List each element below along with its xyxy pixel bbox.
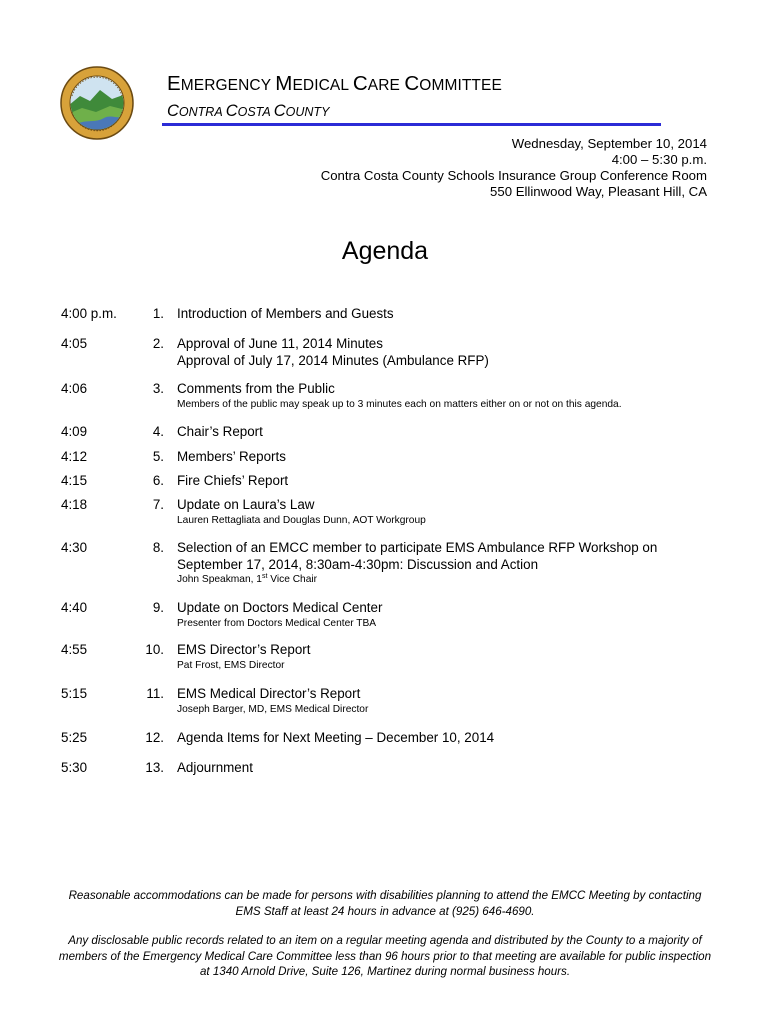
agenda-item-text: [177, 449, 286, 466]
agenda-time: 4:55: [61, 642, 88, 657]
agenda-item-text: [177, 336, 489, 369]
agenda-item-text: [177, 730, 494, 747]
title-letter: C: [404, 72, 420, 95]
agenda-item-text: [177, 424, 263, 441]
agenda-time: 4:05: [61, 336, 88, 351]
title-smallcaps: OMMITTEE: [419, 77, 502, 94]
agenda-item-note: [177, 617, 382, 631]
note-text: Pat Frost, EMS Director: [177, 659, 285, 671]
agenda-item-line: Update on Laura’s Law: [177, 497, 315, 512]
agenda-time: 5:25: [61, 730, 88, 745]
agenda-time: 4:09: [61, 424, 88, 439]
agenda-item-note: [177, 573, 657, 587]
note-text: Lauren Rettagliata and Douglas Dunn, AOT Workgroup: [177, 514, 426, 526]
meeting-address: 550 Ellinwood Way, Pleasant Hill, CA: [490, 184, 707, 199]
header-rule: [162, 123, 661, 126]
agenda-item-line: Approval of June 11, 2014 Minutes: [177, 336, 383, 351]
agenda-number: 8.: [152, 540, 164, 555]
agenda-time: 4:00 p.m.: [61, 306, 117, 321]
agenda-time: 4:30: [61, 540, 88, 555]
agenda-item-text: [177, 306, 394, 323]
agenda-time: 4:06: [61, 381, 88, 396]
agenda-number: 7.: [152, 497, 164, 512]
agenda-item-line: Update on Doctors Medical Center: [177, 600, 383, 615]
agenda-item-line: Introduction of Members and Guests: [177, 306, 394, 321]
agenda-item-line: Agenda Items for Next Meeting – December 10, 2014: [177, 730, 495, 745]
agenda-time: 4:15: [61, 473, 88, 488]
agenda-item-line: Fire Chiefs’ Report: [177, 473, 289, 488]
agenda-item-text: [177, 642, 310, 673]
title-letter: C: [225, 102, 238, 120]
agenda-item-line: Adjournment: [177, 760, 253, 775]
title-letter: C: [167, 102, 179, 120]
agenda-number: 2.: [152, 336, 164, 351]
meeting-date: Wednesday, September 10, 2014: [511, 136, 707, 151]
agenda-item-text: [177, 473, 288, 490]
agenda-time: 5:30: [61, 760, 88, 775]
title-smallcaps: ONTRA: [178, 105, 226, 119]
agenda-number: 4.: [152, 424, 164, 439]
title-smallcaps: ARE: [367, 77, 405, 94]
agenda-number: 1.: [152, 306, 164, 321]
meeting-info: [321, 136, 707, 200]
agenda-number: 12.: [145, 730, 164, 745]
note-text: Presenter from Doctors Medical Center TBA: [177, 617, 377, 629]
title-smallcaps: OSTA: [237, 105, 274, 119]
county-seal-icon: [60, 66, 134, 140]
agenda-item-line: September 17, 2014, 8:30am-4:30pm: Discussion and Action: [177, 556, 539, 572]
agenda-item-text: [177, 381, 622, 412]
public-records-notice: Any disclosable public records related to an item on a regular meeting agenda and distributed by the County to a majority of members of the Emergency Medical Care Committee less than 96 hours prior to that meeting are available for public inspection at 1340 Arnold Drive, Suite 126, Martinez during normal business hours.: [58, 934, 712, 978]
meeting-location: Contra Costa County Schools Insurance Group Conference Room: [320, 168, 707, 183]
meeting-time: 4:00 – 5:30 p.m.: [611, 152, 707, 167]
agenda-number: 10.: [145, 642, 164, 657]
county-subtitle: [167, 102, 329, 121]
agenda-item-text: [177, 686, 368, 717]
agenda-number: 9.: [152, 600, 164, 615]
agenda-time: 5:15: [61, 686, 88, 701]
agenda-item-text: [177, 540, 657, 587]
agenda-item-line: Selection of an EMCC member to participate EMS Ambulance RFP Workshop on: [177, 540, 658, 555]
agenda-number: 3.: [152, 381, 164, 396]
agenda-number: 6.: [152, 473, 164, 488]
agenda-time: 4:12: [61, 449, 88, 464]
agenda-number: 11.: [146, 686, 164, 701]
agenda-item-note: [177, 514, 426, 528]
note-superscript: st: [261, 573, 268, 580]
title-letter: M: [275, 72, 293, 95]
agenda-item-line: Comments from the Public: [177, 381, 335, 396]
agenda-item-text: [177, 600, 382, 631]
agenda-heading: Agenda: [341, 237, 429, 265]
agenda-item-line: Members’ Reports: [177, 449, 286, 464]
agenda-item-line: EMS Director’s Report: [177, 642, 311, 657]
title-letter: E: [167, 72, 181, 95]
agenda-time: 4:40: [61, 600, 88, 615]
committee-title: [167, 72, 502, 96]
note-text-after: Vice Chair: [267, 574, 318, 585]
agenda-item-line: EMS Medical Director’s Report: [177, 686, 361, 701]
title-letter: C: [273, 102, 286, 120]
note-text: John Speakman, 1: [177, 574, 262, 585]
agenda-time: 4:18: [61, 497, 88, 512]
agenda-item-line: Approval of July 17, 2014 Minutes (Ambulance RFP): [177, 352, 489, 368]
accommodations-notice: Reasonable accommodations can be made for persons with disabilities planning to attend the EMCC Meeting by contacting EMS Staff at least 24 hours in advance at (925) 646-4690.: [68, 889, 702, 918]
agenda-item-note: [177, 703, 368, 717]
agenda-item-text: [177, 760, 253, 777]
title-smallcaps: EDICAL: [292, 77, 353, 94]
agenda-item-note: [177, 398, 622, 412]
note-text: Joseph Barger, MD, EMS Medical Director: [177, 703, 369, 715]
note-text: Members of the public may speak up to 3 minutes each on matters either on or not on this agenda.: [177, 398, 622, 410]
agenda-number: 13.: [145, 760, 164, 775]
title-smallcaps: MERGENCY: [180, 77, 276, 94]
agenda-number: 5.: [152, 449, 164, 464]
agenda-item-note: [177, 659, 310, 673]
title-letter: C: [352, 72, 368, 95]
agenda-item-line: Chair’s Report: [177, 424, 263, 439]
agenda-item-text: [177, 497, 426, 528]
title-smallcaps: OUNTY: [285, 105, 330, 119]
